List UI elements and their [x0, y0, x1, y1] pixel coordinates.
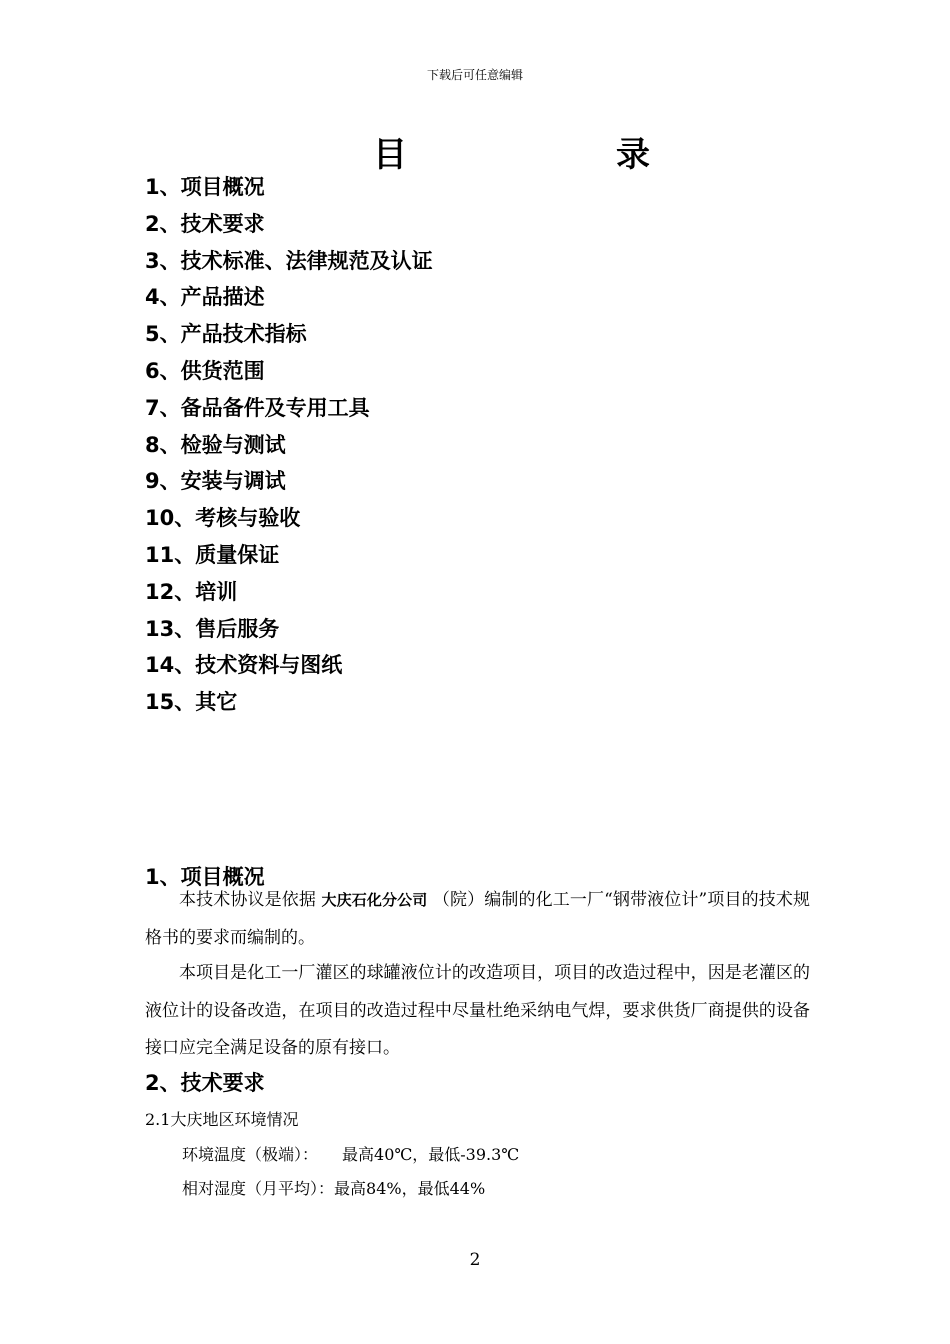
toc-item: 6、供货范围 — [145, 358, 265, 383]
toc-title — [0, 127, 950, 177]
toc-item: 10、考核与验收 — [145, 506, 301, 531]
toc-item: 7、备品备件及专用工具 — [145, 395, 370, 420]
company-name: 大庆石化分公司 — [321, 891, 428, 909]
section-1-heading: 1、项目概况 — [145, 865, 265, 889]
toc-item: 11、质量保证 — [145, 542, 280, 567]
p1-text-before: 本技术协议是依据 — [179, 890, 322, 910]
toc-item: 5、产品技术指标 — [145, 322, 307, 347]
page-number: 2 — [469, 1250, 481, 1270]
toc-item: 1、项目概况 — [145, 175, 265, 199]
subsection-2-1-heading: 2.1大庆地区环境情况 — [145, 1110, 299, 1129]
humidity-value: 最高84%，最低44% — [334, 1179, 486, 1198]
toc-item: 8、检验与测试 — [145, 432, 286, 457]
page-header: 下载后可任意编辑 — [426, 68, 523, 82]
section-1-paragraph-1 — [145, 882, 810, 957]
humidity-label: 相对湿度（月平均）： — [182, 1179, 335, 1198]
section-1-paragraph-2: 本项目是化工一厂灌区的球罐液位计的改造项目，项目的改造过程中，因是老灌区的液位计的设备改造，在项目的改造过程中尽量杜绝采纳电气焊，要求供货厂商提供的设备接口应完全满足设备的原有接口。 — [145, 963, 810, 1058]
temperature-label: 环境温度（极端）： — [182, 1145, 319, 1164]
temperature-line — [182, 1143, 519, 1167]
toc-item: 12、培训 — [145, 579, 238, 604]
section-2-heading: 2、技术要求 — [145, 1071, 265, 1095]
toc-item: 9、安装与调试 — [145, 469, 286, 494]
toc-item: 3、技术标准、法律规范及认证 — [145, 248, 433, 273]
toc-item: 14、技术资料与图纸 — [145, 653, 343, 678]
toc-item: 4、产品描述 — [145, 285, 265, 310]
toc-title-right: 录 — [616, 135, 650, 175]
temperature-value: 最高40℃，最低-39.3℃ — [342, 1145, 520, 1164]
toc-title-left: 目 — [373, 135, 407, 175]
humidity-line — [182, 1177, 485, 1201]
p1-text-after: （院）编制的化工一厂“钢带液位计”项目的技术规格书的要求而编制的。 — [145, 890, 810, 948]
table-of-contents — [145, 169, 433, 721]
toc-item: 2、技术要求 — [145, 211, 265, 236]
toc-item: 15、其它 — [145, 690, 238, 715]
toc-item: 13、售后服务 — [145, 616, 280, 641]
